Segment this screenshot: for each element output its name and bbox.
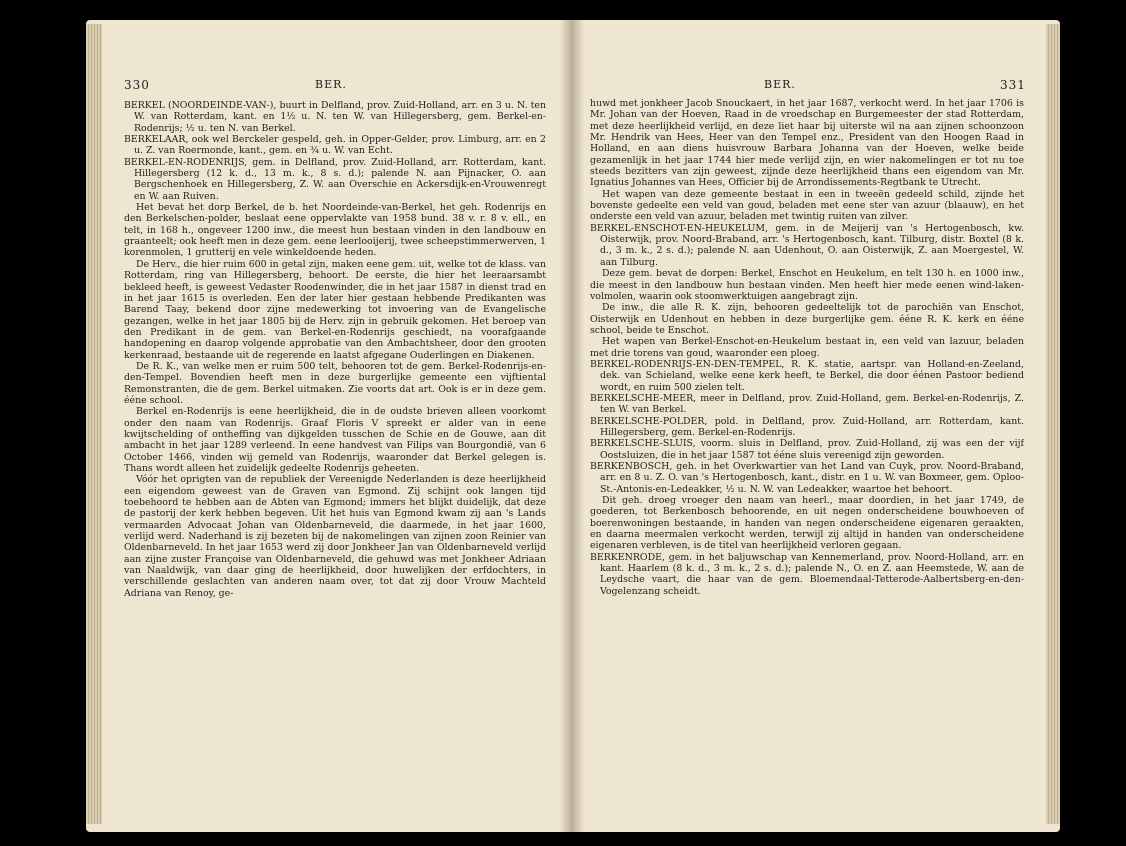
- body-paragraph: huwd met jonkheer Jacob Snouckaert, in het jaar 1687, verkocht werd. In het jaar 1706 is Mr. Johan van der Hoeven, Raad in de vroedschap en Burgemeester der stad Rotterdam, met deze heerlijkheid verlijd, en deze liet haar bij uiterste wil na aan zijnen schoonzoon Mr. Hendrik van Hees, Heer van den Tempel enz., President van den Hoogen Raad in Holland, en aan diens huisvrouw Barbara Johanna van der Hoeven, welke beide gezamenlijk in het jaar 1744 hier mede verlijd zijn, en wier nakomelingen er tot nu toe steeds bezitters van zijn geweest, zijnde deze heerlijkheid thans een eigendom van Mr. Ignatius Johannes van Hees, Officier bij de Arrondissements-Regtbank te Utrecht.: [590, 98, 1024, 189]
- entry-paragraph: BERKELSCHE-POLDER, pold. in Delfland, prov. Zuid-Holland, arr. Rotterdam, kant. Hillegersberg, gem. Berkel-en-Rodenrijs.: [590, 415, 1024, 438]
- body-paragraph: Berkel en-Rodenrijs is eene heerlijkheid, die in de oudste brieven alleen voorkomt onder den naam van Rodenrijs. Graaf Floris V spreekt er alder van in eene kwijtschelding of ontheffing van dijkgelden tusschen de Schie en de Gouwe, aan dit ambacht in het jaar 1289 verleend. In eene handvest van Filips van Bourgondië, van 6 October 1466, vinden wij gemeld van Rodenrijs, waaronder dat Berkel gelegen is. Thans wordt alleen het zuidelijk gedeelte Rodenrijs geheeten.: [124, 406, 546, 474]
- right-page-number: 331: [1000, 78, 1026, 92]
- entry-paragraph: BERKEL-RODENRIJS-EN-DEN-TEMPEL, R. K. statie, aartspr. van Holland-en-Zeeland, dek. van Schieland, welke eene kerk heeft, te Berkel, die door éénen Pastoor bediend wordt, en ruim 500 zielen telt.: [590, 358, 1024, 393]
- body-paragraph: De inw., die alle R. K. zijn, behooren gedeeltelijk tot de parochiën van Enschot, Oisterwijk en Udenhout en hebben in deze burgerlijke gem. ééne R. K. kerk en ééne school, beide te Enschot.: [590, 302, 1024, 336]
- body-paragraph: Het wapen van deze gemeente bestaat in een in tweeën gedeeld schild, zijnde het bovenste gedeelte een veld van goud, beladen met eene ster van azuur (blaauw), en het onderste een veld van azuur, beladen met twintig ruiten van zilver.: [590, 188, 1024, 223]
- body-paragraph: De R. K., van welke men er ruim 500 telt, behooren tot de gem. Berkel-Rodenrijs-en-den-Tempel. Bovendien heeft men in deze burgerlijke gemeente een vijftiental Remonstranten, die de gem. Berkel uitmaken. Zie voorts dat art. Ook is er in deze gem. ééne school.: [124, 360, 546, 406]
- entry-paragraph: BERKENRODE, gem. in het baljuwschap van Kennemerland, prov. Noord-Holland, arr. en kant. Haarlem (8 k. d., 3 m. k., 2 s. d.); palende N., O. en Z. aan Heemstede, W. aan de Leydsche vaart, die haar van de gem. Bloemendaal-Tetterode-Aalbertsberg-en-den-Vogelenzang scheidt.: [590, 551, 1024, 597]
- left-running-head: BER.: [315, 78, 347, 91]
- body-paragraph: De Herv., die hier ruim 600 in getal zijn, maken eene gem. uit, welke tot de klass. van Rotterdam, ring van Hillegersberg, behoort. De eerste, die hier het leeraarsambt bekleed heeft, is geweest Vedaster Roodenwinder, die in het jaar 1587 in dienst trad en in het jaar 1615 is overleden. Een der later hier gestaan hebbende Predikanten was Barend Taay, bekend door zijne medewerking tot invoering van de Evangelische gezangen, welke in het jaar 1805 bij de Herv. zijn in gebruik gekomen. Het beroep van den Predikant in de gem. van Berkel-en-Rodenrijs geschiedt, na voorafgaande handopening en daarop volgende approbatie van den Ambachtsheer, door den grooten kerkenraad, bestaande uit de regerende en laatst afgegane Ouderlingen en Diakenen.: [124, 258, 546, 361]
- left-page-number: 330: [124, 78, 150, 92]
- body-paragraph: Dit geh. droeg vroeger den naam van heerl., maar doordien, in het jaar 1749, de goederen, tot Berkenbosch behoorende, en uit negen onderscheidene bouwhoeven of boerenwoningen bestaande, in handen van negen onderscheidene eigenaren geraakten, en daarna meermalen verkocht werden, terwijl zij altijd in handen van onderscheidene eigenaren verbleven, is de titel van heerlijkheid verloren gegaan.: [590, 495, 1024, 552]
- entry-paragraph: BERKELAAR, ook wel Berckeler gespeld, geh. in Opper-Gelder, prov. Limburg, arr. en 2 u. Z. van Roermonde, kant., gem. en ¾ u. W. van Echt.: [124, 134, 546, 157]
- entry-paragraph: BERKEL (NOORDEINDE-VAN-), buurt in Delfland, prov. Zuid-Holland, arr. en 3 u. N. ten W. van Rotterdam, kant. en 1½ u. N. ten W. van Hillegersberg, gem. Berkel-en-Rodenrijs; ½ u. ten N. van Berkel.: [124, 100, 546, 134]
- body-paragraph: Het wapen van Berkel-Enschot-en-Heukelum bestaat in, een veld van lazuur, beladen met drie torens van goud, waaronder een ploeg.: [590, 336, 1024, 359]
- entry-paragraph: BERKENBOSCH, geh. in het Overkwartier van het Land van Cuyk, prov. Noord-Braband, arr. en 8 u. Z. O. van 's Hertogenbosch, kant., distr. en 1 u. W. van Boxmeer, gem. Oploo-St.-Antonis-en-Ledeakker, ½ u. N. W. van Ledeakker, waartoe het behoort.: [590, 461, 1024, 495]
- page-edges-left: [86, 24, 102, 824]
- entry-paragraph: BERKEL-EN-RODENRIJS, gem. in Delfland, prov. Zuid-Holland, arr. Rotterdam, kant. Hillegersberg (12 k. d., 13 m. k., 8 s. d.); palende N. aan Pijnacker, O. aan Bergschenhoek en Hillegersberg, Z. W. aan Overschie en Ackersdijk-en-Vrouwenregt en W. aan Ruiven.: [124, 156, 546, 202]
- entry-paragraph: BERKELSCHE-SLUIS, voorm. sluis in Delfland, prov. Zuid-Holland, zij was een der vijf Oostsluizen, die in het jaar 1587 tot ééne sluis vereenigd zijn geworden.: [590, 438, 1024, 461]
- right-page-text: [590, 98, 1024, 822]
- book-gutter: [560, 20, 584, 832]
- right-running-head: BER.: [764, 78, 796, 91]
- entry-paragraph: BERKELSCHE-MEER, meer in Delfland, prov. Zuid-Holland, gem. Berkel-en-Rodenrijs, Z. ten W. van Berkel.: [590, 392, 1024, 416]
- page-edges-right: [1046, 24, 1060, 824]
- body-paragraph: Deze gem. bevat de dorpen: Berkel, Enschot en Heukelum, en telt 130 h. en 1000 inw., die meest in den landbouw hun bestaan vinden. Men heeft hier mede eenen wind-laken-volmolen, waarin ook stoomwerktuigen aangebragt zijn.: [590, 268, 1024, 302]
- body-paragraph: Vóór het oprigten van de republiek der Vereenigde Nederlanden is deze heerlijkheid een eigendom geweest van de Graven van Egmond. Zij schijnt ook langen tijd toebehoord te hebben aan de Abten van Egmond; immers het blijkt duidelijk, dat deze de pastorij der kerk hebben begeven. Uit het huis van Egmond kwam zij aan 's Lands vermaarden Advocaat Johan van Oldenbarneveld, die daarmede, in het jaar 1600, verlijd werd. Naderhand is zij bezeten bij de nakomelingen van zijnen zoon Reinier van Oldenbarneveld. In het jaar 1653 werd zij door Jonkheer Jan van Oldenbarneveld verlijd aan zijne zuster Françoise van Oldenbarneveld, die gehuwd was met Jonkheer Adriaan van Naaldwijk, van daar ging de heerlijkheid, door huwelijken der erfdochters, in verschillende geslachten van anderen naam over, tot dat zij door Vrouw Machteld Adriana van Renoy, ge-: [124, 474, 546, 599]
- body-paragraph: Het bevat het dorp Berkel, de b. het Noordeinde-van-Berkel, het geh. Rodenrijs en den Berkelschen-polder, beslaat eene oppervlakte van 1958 bund. 38 v. r. 8 v. ell., en telt, in 168 h., ongeveer 1200 inw., die meest hun bestaan vinden in den landbouw en graanteelt; ook heeft men in deze gem. eene leerlooijerij, twee scheepstimmerwerven, 1 korenmolen, 1 grutterij en vele winkeldoende heden.: [124, 202, 546, 259]
- left-page-text: [124, 100, 546, 822]
- entry-paragraph: BERKEL-ENSCHOT-EN-HEUKELUM, gem. in de Meijerij van 's Hertogenbosch, kw. Oisterwijk, prov. Noord-Braband, arr. 's Hertogenbosch, kant. Tilburg, distr. Boxtel (8 k. d., 3 m. k., 2 s. d.); palende N. aan Udenhout, O. aan Oisterwijk, Z. aan Moergestel, W. aan Tilburg.: [590, 222, 1024, 268]
